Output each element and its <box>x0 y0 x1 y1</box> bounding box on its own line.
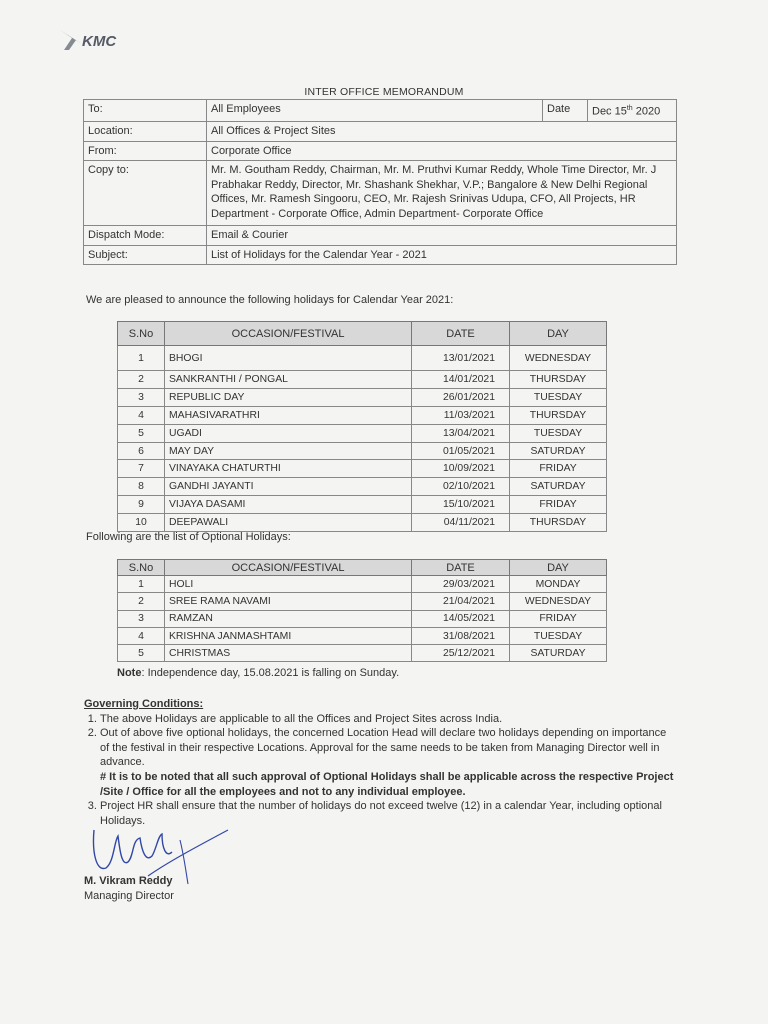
occasion-cell: KRISHNA JANMASHTAMI <box>165 627 412 644</box>
sno-cell: 6 <box>118 442 165 460</box>
day-cell: FRIDAY <box>510 610 607 627</box>
occasion-cell: SANKRANTHI / PONGAL <box>165 371 412 389</box>
date-value <box>588 100 677 122</box>
date-cell: 04/11/2021 <box>412 514 510 532</box>
day-cell: THURSDAY <box>510 514 607 532</box>
col-occasion-header: OCCASION/FESTIVAL <box>165 322 412 346</box>
governing-item-1: 1. The above Holidays are applicable to all the Offices and Project Sites across India. <box>100 712 674 727</box>
note-label: Note <box>117 667 142 679</box>
holiday-row <box>118 460 607 478</box>
date-cell: 21/04/2021 <box>412 593 510 610</box>
governing-list <box>84 712 674 829</box>
occasion-cell: HOLI <box>165 576 412 593</box>
col-date-header: DATE <box>412 322 510 346</box>
dispatch-value: Email & Courier <box>207 226 677 246</box>
occasion-cell: REPUBLIC DAY <box>165 388 412 406</box>
day-cell: WEDNESDAY <box>510 593 607 610</box>
holiday-row <box>118 478 607 496</box>
sno-cell: 3 <box>118 388 165 406</box>
col-date-header: DATE <box>412 560 510 576</box>
col-day-header: DAY <box>510 322 607 346</box>
occasion-cell: VINAYAKA CHATURTHI <box>165 460 412 478</box>
day-cell: TUESDAY <box>510 388 607 406</box>
sno-cell: 8 <box>118 478 165 496</box>
holidays-table <box>117 321 607 532</box>
dispatch-label: Dispatch Mode: <box>84 226 207 246</box>
occasion-cell: RAMZAN <box>165 610 412 627</box>
day-cell: SATURDAY <box>510 478 607 496</box>
to-label: To: <box>84 100 207 122</box>
date-cell: 31/08/2021 <box>412 627 510 644</box>
optional-holiday-row <box>118 610 607 627</box>
col-occasion-header: OCCASION/FESTIVAL <box>165 560 412 576</box>
from-value: Corporate Office <box>207 141 677 161</box>
sno-cell: 2 <box>118 371 165 389</box>
day-cell: SATURDAY <box>510 442 607 460</box>
governing-title: Governing Conditions: <box>84 698 204 710</box>
date-cell: 14/01/2021 <box>412 371 510 389</box>
optional-holiday-row <box>118 627 607 644</box>
optional-header-row <box>118 560 607 576</box>
holidays-header-row <box>118 322 607 346</box>
sno-cell: 1 <box>118 576 165 593</box>
holiday-row <box>118 424 607 442</box>
signer-name: M. Vikram Reddy <box>84 875 173 887</box>
governing-item-2-note: # It is to be noted that all such approval of Optional Holidays shall be applicable across the respective Project /Site / Office for all the employees and not to any individual employee. <box>100 770 674 798</box>
to-value: All Employees <box>207 100 543 122</box>
sno-cell: 1 <box>118 346 165 371</box>
date-cell: 02/10/2021 <box>412 478 510 496</box>
col-sno-header: S.No <box>118 322 165 346</box>
governing-conditions <box>84 697 674 828</box>
signer-block <box>84 874 174 904</box>
from-row <box>84 141 677 161</box>
sno-cell: 2 <box>118 593 165 610</box>
sno-cell: 3 <box>118 610 165 627</box>
date-label: Date <box>543 100 588 122</box>
occasion-cell: MAY DAY <box>165 442 412 460</box>
note-text: : Independence day, 15.08.2021 is falling on Sunday. <box>141 667 400 679</box>
col-sno-header: S.No <box>118 560 165 576</box>
occasion-cell: DEEPAWALI <box>165 514 412 532</box>
holiday-row <box>118 406 607 424</box>
holiday-row <box>118 514 607 532</box>
subject-value: List of Holidays for the Calendar Year - 2021 <box>207 245 677 265</box>
copy-value: Mr. M. Goutham Reddy, Chairman, Mr. M. Pruthvi Kumar Reddy, Whole Time Director, Mr. J Prabhakar Reddy, Director, Mr. Shashank Shekhar, V.P.; Bangalore & New Delhi Regional Offices, Mr. Ramesh Singooru, CEO, Mr. Rajesh Srinivas Udupa, CFO, All Projects, HR Department - Corporate Office, Admin Department- Corporate Office <box>207 161 677 226</box>
copy-label: Copy to: <box>84 161 207 226</box>
day-cell: TUESDAY <box>510 424 607 442</box>
occasion-cell: GANDHI JAYANTI <box>165 478 412 496</box>
location-value: All Offices & Project Sites <box>207 122 677 142</box>
sno-cell: 5 <box>118 424 165 442</box>
holiday-row <box>118 346 607 371</box>
holiday-row <box>118 442 607 460</box>
date-cell: 25/12/2021 <box>412 645 510 662</box>
note <box>117 667 399 679</box>
date-cell: 15/10/2021 <box>412 496 510 514</box>
sno-cell: 4 <box>118 627 165 644</box>
sno-cell: 4 <box>118 406 165 424</box>
date-cell: 14/05/2021 <box>412 610 510 627</box>
optional-intro-text: Following are the list of Optional Holidays: <box>86 531 291 543</box>
day-cell: THURSDAY <box>510 371 607 389</box>
governing-item-3: 3. Project HR shall ensure that the number of holidays do not exceed twelve (12) in a calendar Year, including optional Holidays. <box>100 799 674 828</box>
company-logo <box>56 24 146 54</box>
optional-holidays-table <box>117 559 607 662</box>
occasion-cell: VIJAYA DASAMI <box>165 496 412 514</box>
occasion-cell: UGADI <box>165 424 412 442</box>
date-day: Dec 15 <box>592 105 627 118</box>
holiday-row <box>118 496 607 514</box>
date-cell: 13/04/2021 <box>412 424 510 442</box>
occasion-cell: MAHASIVARATHRI <box>165 406 412 424</box>
date-suffix: th <box>626 105 633 112</box>
day-cell: FRIDAY <box>510 496 607 514</box>
signer-title: Managing Director <box>84 890 174 902</box>
intro-text: We are pleased to announce the following holidays for Calendar Year 2021: <box>86 294 454 306</box>
location-row <box>84 122 677 142</box>
col-day-header: DAY <box>510 560 607 576</box>
memo-title: INTER OFFICE MEMORANDUM <box>304 86 464 98</box>
day-cell: TUESDAY <box>510 627 607 644</box>
copy-row <box>84 161 677 226</box>
subject-label: Subject: <box>84 245 207 265</box>
sno-cell: 7 <box>118 460 165 478</box>
dispatch-row <box>84 226 677 246</box>
logo-text: KMC <box>82 33 117 50</box>
sno-cell: 10 <box>118 514 165 532</box>
day-cell: THURSDAY <box>510 406 607 424</box>
occasion-cell: SREE RAMA NAVAMI <box>165 593 412 610</box>
governing-item-2-text: Out of above five optional holidays, the concerned Location Head will declare two holidays depending on importance of the festival in their respective Locations. Approval for the same needs to be taken from Managing Director well in advance. <box>100 727 667 769</box>
optional-holiday-row <box>118 645 607 662</box>
to-row <box>84 100 677 122</box>
memo-header-table <box>83 99 677 265</box>
day-cell: WEDNESDAY <box>510 346 607 371</box>
date-cell: 10/09/2021 <box>412 460 510 478</box>
date-year: 2020 <box>632 105 661 118</box>
date-cell: 29/03/2021 <box>412 576 510 593</box>
date-cell: 26/01/2021 <box>412 388 510 406</box>
occasion-cell: BHOGI <box>165 346 412 371</box>
sno-cell: 9 <box>118 496 165 514</box>
from-label: From: <box>84 141 207 161</box>
date-cell: 01/05/2021 <box>412 442 510 460</box>
subject-row <box>84 245 677 265</box>
governing-item-2 <box>100 726 674 799</box>
occasion-cell: CHRISTMAS <box>165 645 412 662</box>
day-cell: FRIDAY <box>510 460 607 478</box>
date-cell: 11/03/2021 <box>412 406 510 424</box>
day-cell: MONDAY <box>510 576 607 593</box>
date-cell: 13/01/2021 <box>412 346 510 371</box>
day-cell: SATURDAY <box>510 645 607 662</box>
holiday-row <box>118 388 607 406</box>
sno-cell: 5 <box>118 645 165 662</box>
location-label: Location: <box>84 122 207 142</box>
optional-holiday-row <box>118 593 607 610</box>
optional-holiday-row <box>118 576 607 593</box>
holiday-row <box>118 371 607 389</box>
